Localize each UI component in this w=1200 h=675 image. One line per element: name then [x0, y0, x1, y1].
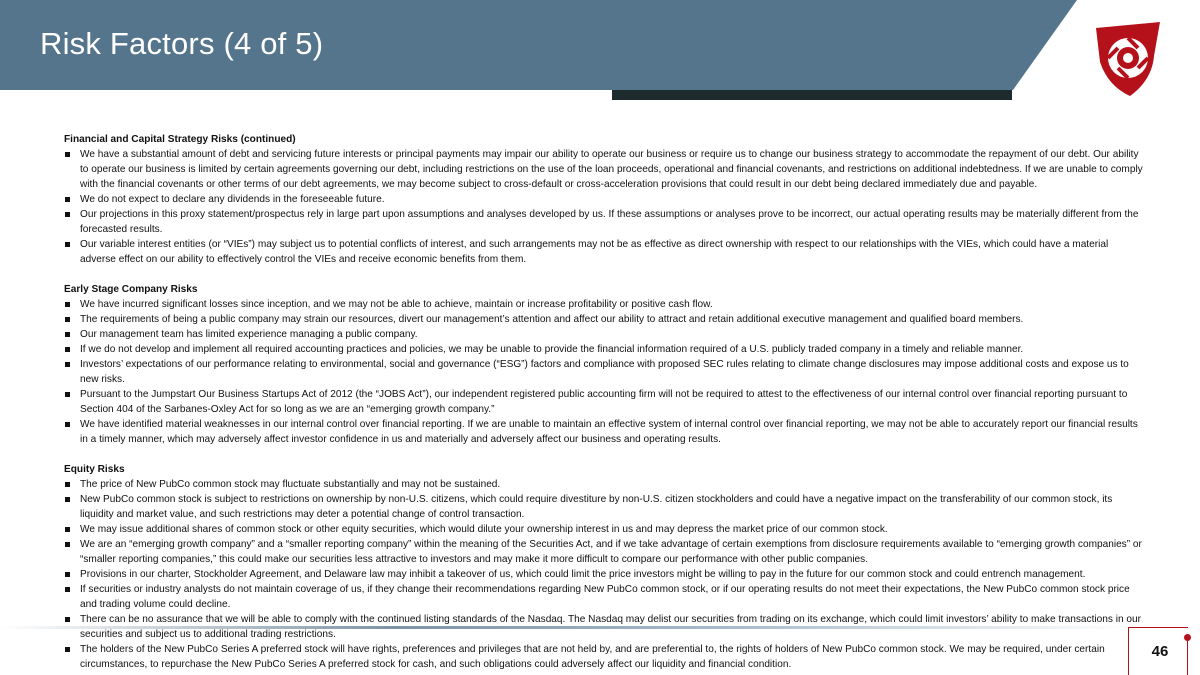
page-number: 46 [1151, 643, 1169, 660]
risk-list [64, 477, 1144, 672]
section-heading: Financial and Capital Strategy Risks (continued) [64, 134, 296, 145]
risk-item: We have a substantial amount of debt and servicing future interests or principal payments may impair our ability to operate our business or require us to change our business strategy to accommodate the repayment of our debt. Our ability to operate our business is limited by certain agreements governing our debt, including restrictions on the use of the loan proceeds, operational and financial covenants, and restrictions on additional indebtedness. If we are unable to comply with the financial covenants or other terms of our debt agreements, we may become subject to cross-default or cross-acceleration provisions that could result in our debt being declared immediately due and payable. [64, 147, 1144, 192]
footer-divider [0, 626, 1130, 629]
section-heading: Early Stage Company Risks [64, 284, 198, 295]
section-equity [64, 462, 1144, 672]
risk-factors-content [64, 132, 1144, 672]
risk-item: We have incurred significant losses since inception, and we may not be able to achieve, maintain or increase profitability or positive cash flow. [64, 297, 1144, 312]
risk-list [64, 297, 1144, 447]
risk-item: We may issue additional shares of common stock or other equity securities, which would dilute your ownership interest in us and may depress the market price of our common stock. [64, 522, 1144, 537]
risk-item: We are an “emerging growth company” and a “smaller reporting company” within the meaning of the Securities Act, and if we take advantage of certain exemptions from disclosure requirements available to “emerging growth companies” or “smaller reporting companies,” this could make our securities less attractive to investors and may make it more difficult to compare our performance with other public companies. [64, 537, 1144, 567]
risk-item: The price of New PubCo common stock may fluctuate substantially and may not be sustained. [64, 477, 1144, 492]
risk-item: Investors’ expectations of our performance relating to environmental, social and governance (“ESG”) factors and compliance with proposed SEC rules relating to climate change disclosures may impose additional costs and expose us to new risks. [64, 357, 1144, 387]
page-title: Risk Factors (4 of 5) [40, 26, 324, 61]
company-logo [1086, 16, 1168, 100]
risk-item: Pursuant to the Jumpstart Our Business Startups Act of 2012 (the “JOBS Act”), our independent registered public accounting firm will not be required to attest to the effectiveness of our internal control over financial reporting pursuant to Section 404 of the Sarbanes-Oxley Act for so long as we are an “emerging growth company.” [64, 387, 1144, 417]
page-number-accent-line [1187, 640, 1188, 675]
risk-item: We do not expect to declare any dividends in the foreseeable future. [64, 192, 1144, 207]
risk-item: If securities or industry analysts do not maintain coverage of us, if they change their recommendations regarding New PubCo common stock, or if our operating results do not meet their expectations, the New PubCo common stock price and trading volume could decline. [64, 582, 1144, 612]
risk-item: New PubCo common stock is subject to restrictions on ownership by non-U.S. citizens, which could require divestiture by non-U.S. citizen stockholders and could have a negative impact on the transferability of our common stock, its liquidity and market value, and such restrictions may deter a potential change of control transaction. [64, 492, 1144, 522]
risk-item: Our management team has limited experience managing a public company. [64, 327, 1144, 342]
risk-item: Our variable interest entities (or “VIEs”) may subject us to potential conflicts of interest, and such arrangements may not be as effective as direct ownership with respect to our relationships with the VIEs, which could have a material adverse effect on our ability to effectively control the VIEs and receive economic benefits from them. [64, 237, 1144, 267]
section-financial-capital-strategy [64, 132, 1144, 267]
risk-item: Our projections in this proxy statement/prospectus rely in large part upon assumptions and analyses developed by us. If these assumptions or analyses prove to be incorrect, our actual operating results may be materially different from the forecasted results. [64, 207, 1144, 237]
section-early-stage-company [64, 282, 1144, 447]
risk-item: The requirements of being a public company may strain our resources, divert our management’s attention and affect our ability to attract and retain additional executive management and qualified board members. [64, 312, 1144, 327]
page-number-accent-dot [1184, 634, 1191, 641]
risk-item: The holders of the New PubCo Series A preferred stock will have rights, preferences and privileges that are not held by, and are preferential to, the rights of holders of New PubCo common stock. We may be required, under certain circumstances, to repurchase the New PubCo Series A preferred stock for cash, and such obligations could adversely affect our liquidity and financial condition. [64, 642, 1144, 672]
risk-item: If we do not develop and implement all required accounting practices and policies, we may be unable to provide the financial information required of a U.S. publicly traded company in a timely and reliable manner. [64, 342, 1144, 357]
risk-item: We have identified material weaknesses in our internal control over financial reporting. If we are unable to maintain an effective system of internal control over financial reporting, we may not be able to accurately report our financial results in a timely manner, which may adversely affect investor confidence in us and materially and adversely affect our business and operating results. [64, 417, 1144, 447]
risk-item: Provisions in our charter, Stockholder Agreement, and Delaware law may inhibit a takeover of us, which could limit the price investors might be willing to pay in the future for our common stock and could entrench management. [64, 567, 1144, 582]
risk-item: There can be no assurance that we will be able to comply with the continued listing standards of the Nasdaq. The Nasdaq may delist our securities from trading on its exchange, which could limit investors’ ability to make transactions in our securities and subject us to additional trading restrictions. [64, 612, 1144, 642]
section-heading: Equity Risks [64, 464, 125, 475]
risk-list [64, 147, 1144, 267]
